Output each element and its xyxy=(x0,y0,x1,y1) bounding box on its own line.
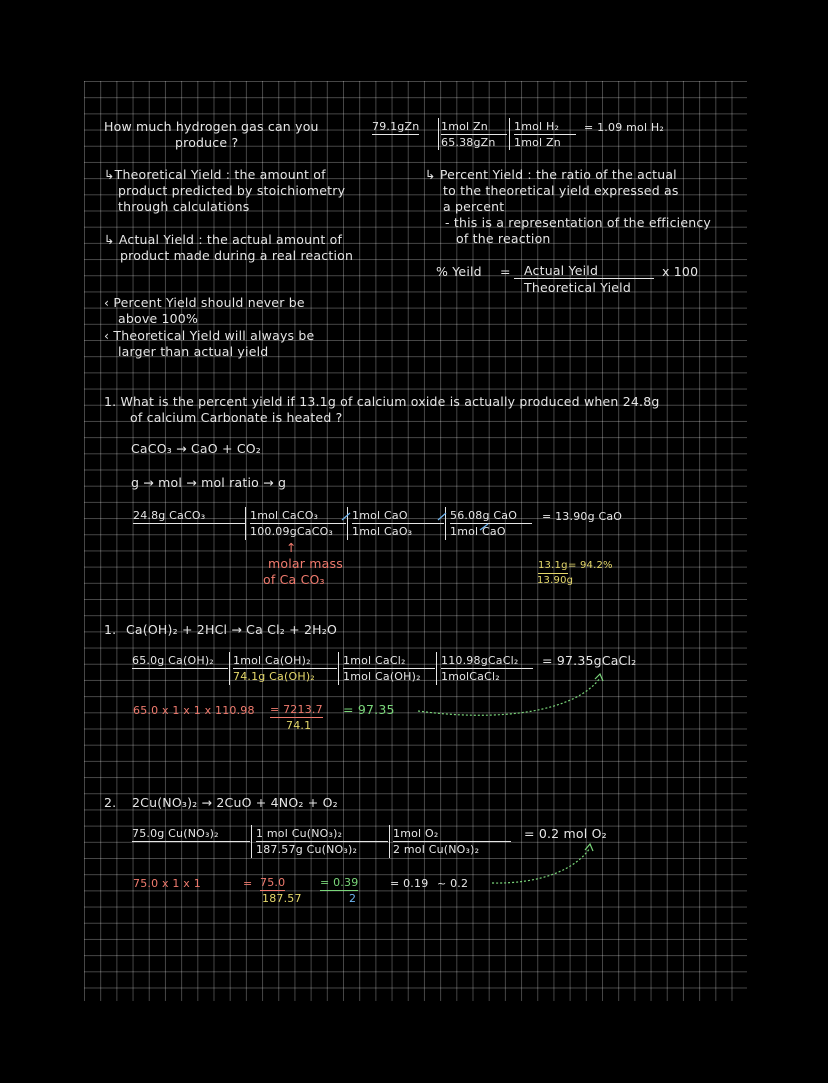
problem1-f1-bottom: 100.09gCaCO₃ xyxy=(250,525,334,538)
problem2-number: 1. xyxy=(104,622,117,637)
intro-question-line2: produce ? xyxy=(175,135,239,150)
problem1-result: = 13.90g CaO xyxy=(542,510,623,523)
problem3-f1-bottom: 187.57g Cu(NO₃)₂ xyxy=(256,843,358,856)
theoretical-def-line1: ↳Theoretical Yield : the amount of xyxy=(104,167,326,182)
problem3-work-result2: ~ 0.2 xyxy=(437,877,469,890)
problem3-f1-top: 1 mol Cu(NO₃)₂ xyxy=(256,827,388,842)
h2-given: 79.1gZn xyxy=(372,120,420,133)
problem1-question-line2: of calcium Carbonate is heated ? xyxy=(130,410,343,425)
note-line4: larger than actual yield xyxy=(118,344,269,359)
actual-def-line1: ↳ Actual Yield : the actual amount of xyxy=(104,232,343,247)
percent-def-line1: ↳ Percent Yield : the ratio of the actual xyxy=(425,167,677,182)
problem3-equation: 2Cu(NO₃)₂ → 2CuO + 4NO₂ + O₂ xyxy=(132,795,338,810)
problem1-given: 24.8g CaCO₃ xyxy=(133,509,245,524)
percent-def-line3: a percent xyxy=(443,199,505,214)
h2-f1-bottom: 65.38gZn xyxy=(441,136,496,149)
problem2-work-numerator: = 7213.7 xyxy=(270,703,323,716)
problem1-f3-top: 56.08g CaO xyxy=(450,509,532,524)
problem2-f2-bottom: 1mol Ca(OH)₂ xyxy=(343,670,421,683)
theoretical-def-line3: through calculations xyxy=(118,199,250,214)
percent-calc-result: = 94.2% xyxy=(568,560,613,571)
blue-arrow-1 xyxy=(342,513,350,520)
molar-note-line1: molar mass xyxy=(268,556,343,571)
problem3-f2-bottom: 2 mol Cu(NO₃)₂ xyxy=(393,843,480,856)
theoretical-def-line2: product predicted by stoichiometry xyxy=(118,183,346,198)
percent-def-line4: - this is a representation of the efficiency xyxy=(445,215,712,230)
problem3-work-equals: = xyxy=(243,877,253,890)
green-dashed-arrow-2 xyxy=(492,848,590,883)
blue-arrow-2 xyxy=(438,513,446,520)
problem2-given: 65.0g Ca(OH)₂ xyxy=(132,654,228,669)
problem3-given: 75.0g Cu(NO₃)₂ xyxy=(132,827,250,842)
problem3-f2-top: 1mol O₂ xyxy=(393,827,511,842)
problem2-f1-bottom: 74.1g Ca(OH)₂ xyxy=(233,670,315,683)
note-line1: ‹ Percent Yield should never be xyxy=(104,295,305,310)
formula-numerator: Actual Yeild xyxy=(514,264,654,279)
problem3-work-den1: 187.57 xyxy=(262,892,302,905)
problem1-f3-bottom: 1mol CaO xyxy=(450,525,506,538)
problem2-f2-top: 1mol CaCl₂ xyxy=(343,654,435,669)
h2-f1-top: 1mol Zn xyxy=(441,120,507,135)
problem2-result: = 97.35gCaCl₂ xyxy=(542,653,637,668)
formula-lhs: % Yeild xyxy=(436,264,482,279)
intro-question-line1: How much hydrogen gas can you xyxy=(104,119,319,134)
note-line3: ‹ Theoretical Yield will always be xyxy=(104,328,315,343)
problem2-f3-bottom: 1molCaCl₂ xyxy=(441,670,500,683)
problem2-work-expression: 65.0 x 1 x 1 x 110.98 xyxy=(133,704,255,717)
problem3-result: = 0.2 mol O₂ xyxy=(524,826,607,841)
actual-def-line2: product made during a real reaction xyxy=(120,248,354,263)
problem3-work-num2: = 0.39 xyxy=(320,876,359,889)
problem3-work-result1: = 0.19 xyxy=(390,877,429,890)
problem2-f3-top: 110.98gCaCl₂ xyxy=(441,654,533,669)
problem2-equation: Ca(OH)₂ + 2HCl → Ca Cl₂ + 2H₂O xyxy=(126,622,337,637)
problem3-work-num1: 75.0 xyxy=(260,876,286,889)
percent-def-line2: to the theoretical yield expressed as xyxy=(443,183,679,198)
h2-f2-bottom: 1mol Zn xyxy=(514,136,561,149)
formula-equals: = xyxy=(500,264,511,279)
green-dashed-arrow-1 xyxy=(418,678,600,715)
problem1-equation: CaCO₃ → CaO + CO₂ xyxy=(131,441,262,456)
h2-result: = 1.09 mol H₂ xyxy=(584,121,664,134)
problem2-f1-top: 1mol Ca(OH)₂ xyxy=(233,654,337,669)
problem3-work-den2: 2 xyxy=(349,892,357,905)
note-line2: above 100% xyxy=(118,311,199,326)
molar-note-line2: of Ca CO₃ xyxy=(263,572,325,587)
problem1-f2-top: 1mol CaO xyxy=(352,509,444,524)
formula-multiplier: x 100 xyxy=(662,264,699,279)
problem1-question-line1: 1. What is the percent yield if 13.1g of calcium oxide is actually produced when 24.8g xyxy=(104,394,660,409)
formula-denominator: Theoretical Yield xyxy=(524,280,631,295)
percent-calc-numerator: 13.1g xyxy=(538,559,568,574)
problem3-number: 2. xyxy=(104,795,117,810)
percent-calc-denominator: 13.90g xyxy=(537,575,574,586)
molar-mass-arrow: ↑ xyxy=(286,540,297,555)
h2-f2-top: 1mol H₂ xyxy=(514,120,576,135)
percent-def-line5: of the reaction xyxy=(456,231,551,246)
problem1-f1-top: 1mol CaCO₃ xyxy=(250,509,346,524)
problem1-f2-bottom: 1mol CaO₃ xyxy=(352,525,413,538)
problem2-work-result: = 97.35 xyxy=(343,702,395,717)
blue-arrow-3 xyxy=(480,524,488,530)
problem2-work-denominator: 74.1 xyxy=(286,719,312,732)
problem3-work-expression: 75.0 x 1 x 1 xyxy=(133,877,201,890)
problem1-steps: g → mol → mol ratio → g xyxy=(131,475,287,490)
